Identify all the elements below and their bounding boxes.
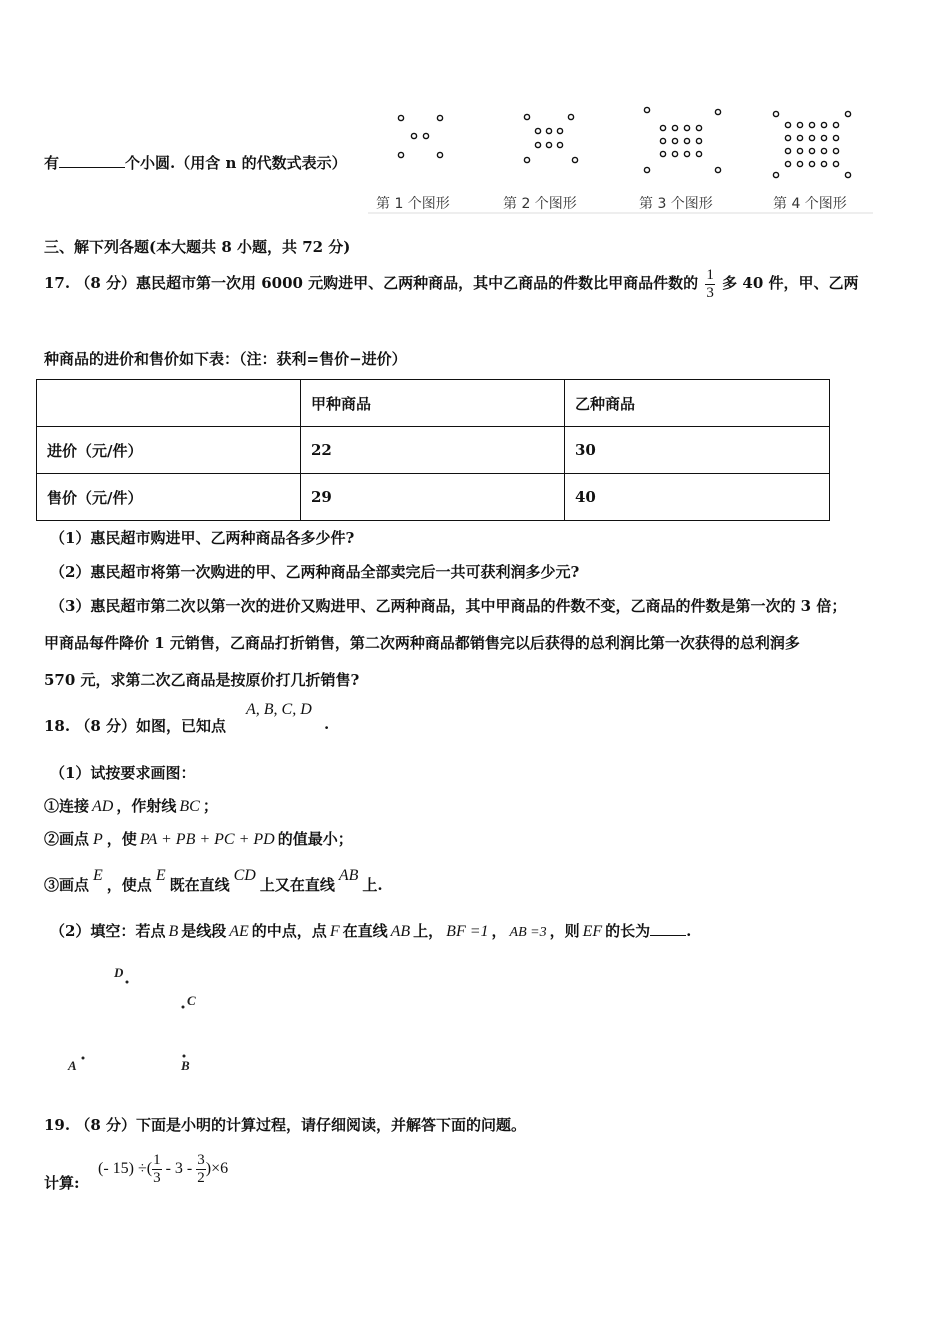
dot [696, 125, 701, 130]
dot [785, 122, 790, 127]
step1-text: ； [202, 797, 218, 815]
dot [398, 115, 403, 120]
q17-sub1: （1）惠民超市购进甲、乙两种商品各多少件? [50, 529, 355, 547]
segment-ef: EF [582, 923, 603, 940]
table-row [37, 474, 830, 521]
table-cell: 乙种商品 [565, 380, 830, 427]
dot [524, 157, 529, 162]
point-a-dot [82, 1057, 85, 1060]
line-ab: AB [390, 923, 411, 940]
q17-line1 [44, 263, 858, 303]
dot [821, 122, 826, 127]
dot [785, 148, 790, 153]
dot [684, 125, 689, 130]
step3-text: 上又在直线 [259, 876, 335, 894]
sub2-text: 是线段 [181, 922, 227, 940]
frac-den: 2 [197, 1169, 205, 1186]
dot [785, 135, 790, 140]
q17-line2: 种商品的进价和售价如下表：（注：获利=售价−进价） [44, 350, 407, 368]
dot [833, 161, 838, 166]
dot [672, 138, 677, 143]
dot [660, 138, 665, 143]
dot [524, 114, 529, 119]
dot [672, 125, 677, 130]
point-f: F [329, 923, 340, 940]
dot [437, 115, 442, 120]
sub2-text: （2）填空：若点 [50, 922, 166, 940]
dot [797, 122, 802, 127]
dot [437, 152, 442, 157]
dot [535, 128, 540, 133]
table-header-row [37, 380, 830, 427]
ab-value: AB =3 [509, 925, 547, 940]
step3-text: 上. [362, 876, 383, 894]
dot [535, 142, 540, 147]
point-c-dot [182, 1006, 185, 1009]
q18-step2 [44, 828, 353, 849]
table-row [37, 427, 830, 474]
expr-part: - 3 - [165, 1160, 193, 1177]
q17-text-a: 17. （8 分）惠民超市第一次用 6000 元购进甲、乙两种商品，其中乙商品的件数比甲商品件数的 [44, 274, 699, 292]
answer-blank [650, 921, 686, 936]
segment-ae: AE [229, 923, 249, 940]
ray-bc: BC [179, 798, 200, 815]
dot [821, 161, 826, 166]
frac-den: 3 [706, 284, 714, 301]
caption-fig3: 第 3 个图形 [639, 196, 713, 212]
dot [411, 133, 416, 138]
dot [398, 152, 403, 157]
dot [660, 151, 665, 156]
fraction-one-third [705, 267, 715, 302]
sub2-text: 的长为 [605, 922, 651, 940]
points-figure [60, 960, 220, 1080]
dot [557, 128, 562, 133]
frac-num: 1 [153, 1151, 161, 1168]
step3-text: 既在直线 [169, 876, 230, 894]
dot [821, 148, 826, 153]
fraction-three-halves [196, 1152, 206, 1187]
q17-sub3-line3: 570 元，求第二次乙商品是按原价打几折销售? [44, 671, 360, 689]
dot [773, 172, 778, 177]
dot [785, 161, 790, 166]
point-b: B [168, 923, 179, 940]
dot [644, 167, 649, 172]
dot [684, 151, 689, 156]
dot [684, 138, 689, 143]
point-e: E [93, 867, 103, 884]
answer-blank [59, 153, 125, 168]
label-c: C [187, 993, 196, 1008]
dot [797, 135, 802, 140]
q19-intro: 19. （8 分）下面是小明的计算过程，请仔细阅读，并解答下面的问题。 [44, 1116, 526, 1134]
section-heading: 三、解下列各题(本大题共 8 小题，共 72 分) [44, 238, 351, 256]
dot [833, 148, 838, 153]
sum-expression: PA + PB + PC + PD [139, 831, 275, 848]
dot [809, 135, 814, 140]
q18-step1 [44, 795, 218, 816]
fraction-one-third [152, 1152, 162, 1187]
q17-sub2: （2）惠民超市将第一次购进的甲、乙两种商品全部卖完后一共可获利润多少元? [50, 563, 580, 581]
sub2-text: . [686, 922, 692, 940]
dot [797, 148, 802, 153]
expr-part: (- 15) ÷( [98, 1160, 153, 1177]
dot [773, 111, 778, 116]
dot [845, 172, 850, 177]
table-cell: 40 [565, 474, 830, 521]
step1-text: ①连接 [44, 797, 90, 815]
step1-text: ，作射线 [116, 797, 177, 815]
frac-num: 3 [197, 1151, 205, 1168]
dot [809, 148, 814, 153]
dot [423, 133, 428, 138]
step2-text: ，使 [106, 830, 137, 848]
dot [833, 135, 838, 140]
step3-text: ③画点 [44, 876, 90, 894]
q17-sub3-line2: 甲商品每件降价 1 元销售，乙商品打折销售，第二次两种商品都销售完以后获得的总利润比第一次获得的总利润多 [44, 634, 800, 652]
point-p: P [93, 831, 103, 848]
dot [821, 135, 826, 140]
dot [672, 151, 677, 156]
point-d-dot [126, 981, 129, 984]
dot [833, 122, 838, 127]
dot [546, 128, 551, 133]
caption-fig1: 第 1 个图形 [376, 196, 450, 212]
calc-label: 计算: [44, 1174, 80, 1192]
frac-den: 3 [153, 1169, 161, 1186]
dot [644, 107, 649, 112]
dot [797, 161, 802, 166]
q18-intro-text: 18. （8 分）如图，已知点 [44, 717, 226, 735]
line-ab: AB [338, 867, 359, 884]
caption-fig4: 第 4 个图形 [773, 196, 847, 212]
dot [568, 114, 573, 119]
calc-expression [98, 1147, 228, 1191]
dot [715, 109, 720, 114]
step3-text: ，使点 [106, 876, 152, 894]
line-cd: CD [233, 867, 256, 884]
dot [809, 122, 814, 127]
dot [696, 151, 701, 156]
sub2-text: 上， [413, 922, 444, 940]
frac-num: 1 [706, 266, 714, 283]
q16-suffix: 个小圆.（用含 n 的代数式表示） [125, 154, 347, 172]
bf-value: BF =1 [446, 923, 489, 940]
point-e: E [155, 867, 166, 884]
dot [660, 125, 665, 130]
q18-sub1: （1）试按要求画图： [50, 764, 196, 782]
q18-points: A, B, C, D [246, 701, 312, 718]
caption-fig2: 第 2 个图形 [503, 196, 577, 212]
q18-period: . [324, 715, 330, 733]
expr-part: )×6 [205, 1160, 229, 1177]
table-cell: 22 [301, 427, 565, 474]
segment-ad: AD [92, 798, 114, 815]
table-cell: 甲种商品 [301, 380, 565, 427]
q18-step3 [44, 867, 383, 895]
dot [557, 142, 562, 147]
dot [715, 167, 720, 172]
q16-prefix: 有 [44, 154, 60, 172]
table-cell: 进价（元/件） [37, 427, 301, 474]
dot [572, 157, 577, 162]
q16-text [44, 152, 347, 173]
step2-text: 的值最小； [277, 830, 353, 848]
sub2-text: ， [491, 922, 507, 940]
step2-text: ②画点 [44, 830, 90, 848]
q18-sub2 [50, 920, 691, 941]
dot [696, 138, 701, 143]
dot [809, 161, 814, 166]
sub2-text: 在直线 [342, 922, 388, 940]
table-cell: 售价（元/件） [37, 474, 301, 521]
sub2-text: ，则 [549, 922, 580, 940]
table-cell: 29 [301, 474, 565, 521]
sub2-text: 的中点，点 [251, 922, 327, 940]
label-b: B [181, 1058, 190, 1073]
dot [546, 142, 551, 147]
price-table [36, 379, 830, 521]
q18-intro [44, 715, 226, 736]
label-a: A [68, 1058, 77, 1073]
q17-text-b: 多 40 件，甲、乙两 [722, 274, 859, 292]
q17-sub3-line1: （3）惠民超市第二次以第一次的进价又购进甲、乙两种商品，其中甲商品的件数不变，乙商品的件数是第一次的 3 倍； [50, 597, 847, 615]
table-cell [37, 380, 301, 427]
label-d: D [114, 965, 124, 980]
dot [845, 111, 850, 116]
table-cell: 30 [565, 427, 830, 474]
point-b-dot [183, 1055, 186, 1058]
